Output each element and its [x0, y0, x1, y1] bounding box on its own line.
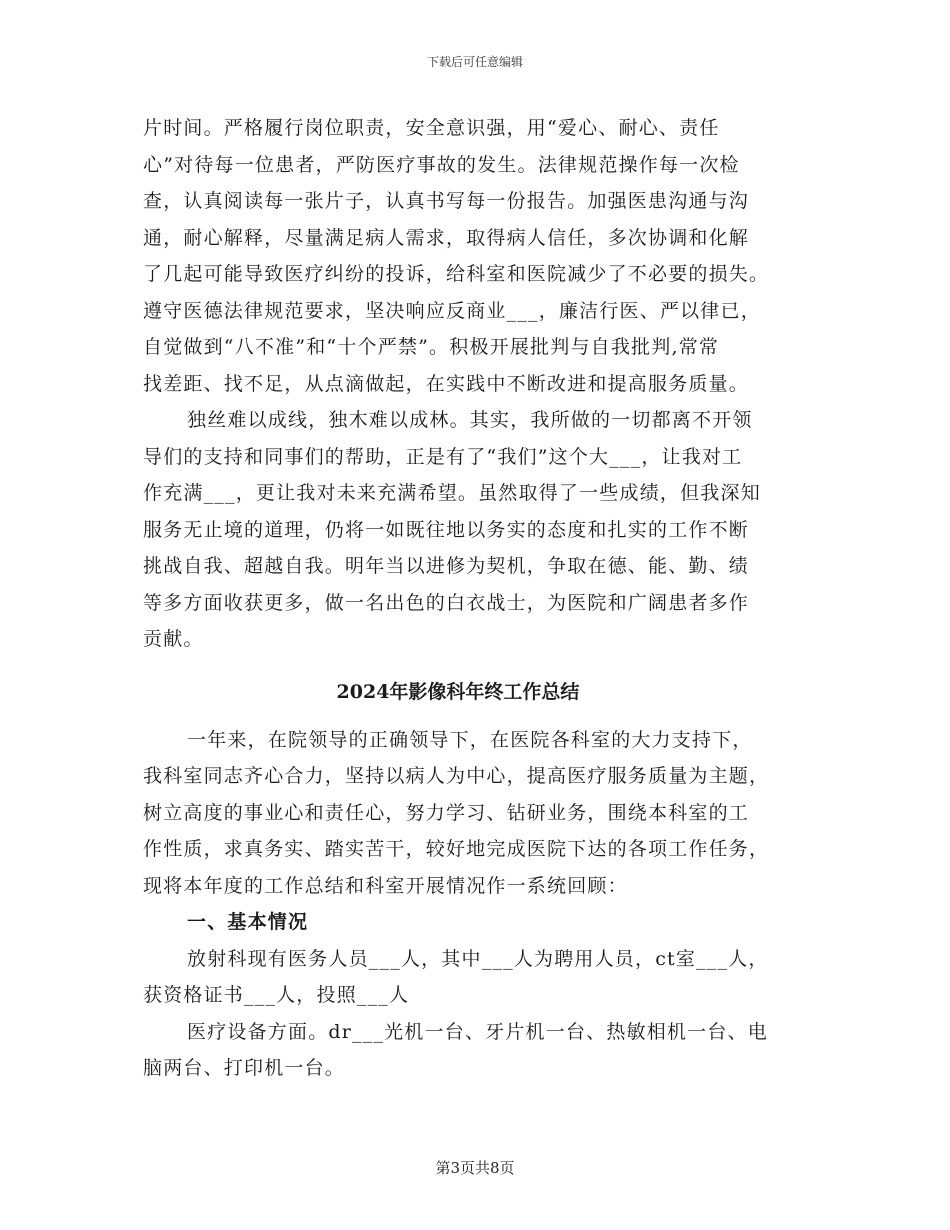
intro-paragraph	[143, 722, 813, 905]
text-line: 找差距、找不足，从点滴做起，在实践中不断改进和提高服务质量。	[143, 372, 750, 395]
text-line: 遵守医德法律规范要求，坚决响应反商业___，廉洁行医、严以律已，	[143, 299, 761, 322]
text-line: 放射科现有医务人员___人，其中___人为聘用人员，ct室___人，	[187, 947, 769, 970]
text-line: 自觉做到“八不准”和“十个严禁”。积极开展批判与自我批判,常常	[143, 336, 720, 358]
text-line: 导们的支持和同事们的帮助，正是有了“我们”这个大___，让我对工	[143, 445, 743, 468]
equipment-paragraph	[143, 1014, 813, 1087]
text-line: 一年来，在院领导的正确领导下，在医院各科室的大力支持下，	[187, 728, 753, 751]
document-body	[143, 110, 813, 1087]
text-line: 挑战自我、超越自我。明年当以进修为契机，争取在德、能、勤、绩	[143, 555, 750, 577]
subheading-basic-situation: 一、基本情况	[187, 911, 309, 933]
text-line: 心”对待每一位患者，严防医疗事故的发生。法律规范操作每一次检	[143, 153, 740, 176]
text-line: 片时间。严格履行岗位职责，安全意识强，用“爱心、耐心、责任	[143, 117, 720, 139]
text-line: 现将本年度的工作总结和科室开展情况作一系统回顾：	[143, 874, 628, 897]
page-footer: 第3页共8页	[435, 1159, 515, 1177]
text-line: 贡献。	[143, 628, 204, 650]
text-line: 作充满___，更让我对未来充满希望。虽然取得了一些成绩，但我深知	[143, 482, 761, 504]
text-line: 树立高度的事业心和责任心，努力学习、钻研业务，围绕本科室的工	[143, 801, 750, 824]
text-line: 通，耐心解释，尽量满足病人需求，取得病人信任，多次协调和化解	[143, 226, 750, 249]
paragraph-2	[143, 402, 813, 658]
paragraph-1	[143, 110, 813, 402]
staff-paragraph	[143, 941, 813, 1014]
section-title: 2024年影像科年终工作总结	[336, 680, 580, 703]
text-line: 等多方面收获更多，做一名出色的白衣战士，为医院和广阔患者多作	[143, 591, 750, 614]
text-line: 查，认真阅读每一张片子，认真书写每一份报告。加强医患沟通与沟	[143, 190, 750, 212]
text-line: 脑两台、打印机一台。	[143, 1057, 346, 1079]
text-line: 服务无止境的道理，仍将一如既往地以务实的态度和扎实的工作不断	[143, 518, 750, 541]
page-header: 下载后可任意编辑	[426, 55, 523, 69]
text-line: 独丝难以成线，独木难以成林。其实，我所做的一切都离不开领	[187, 409, 753, 431]
text-line: 了几起可能导致医疗纠纷的投诉，给科室和医院减少了不必要的损失。	[143, 263, 770, 285]
text-line: 作性质，求真务实、踏实苦干，较好地完成医院下达的各项工作任务，	[143, 838, 770, 860]
text-line: 医疗设备方面。dr___光机一台、牙片机一台、热敏相机一台、电	[187, 1020, 768, 1043]
text-line: 我科室同志齐心合力，坚持以病人为中心，提高医疗服务质量为主题，	[143, 765, 770, 787]
text-line: 获资格证书___人，投照___人	[143, 984, 410, 1006]
